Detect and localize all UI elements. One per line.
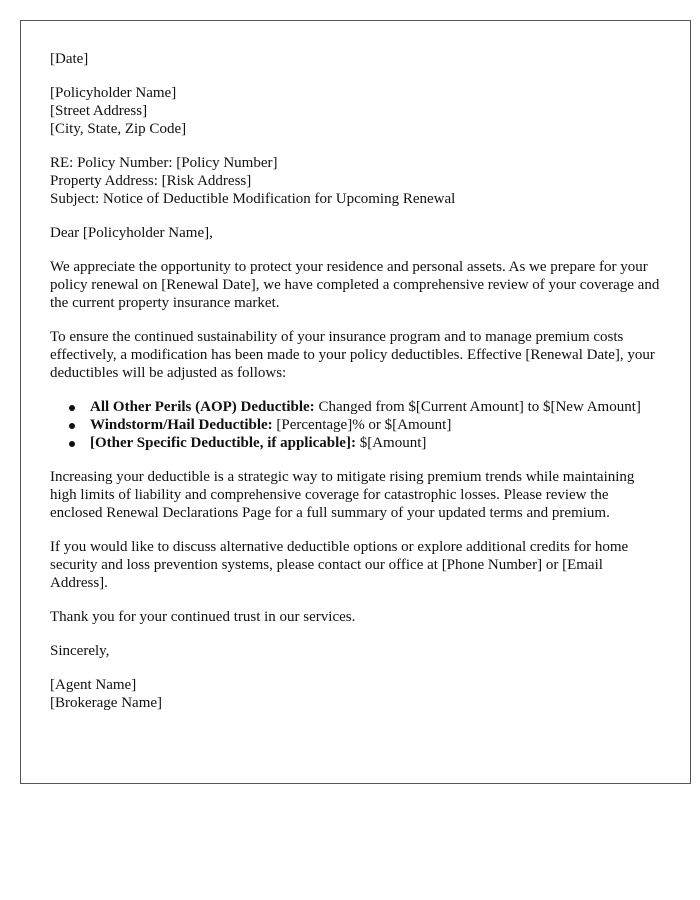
- property-reference: Property Address: [Risk Address]: [50, 173, 252, 189]
- modification-paragraph: To ensure the continued sustainability of your insurance program and to manage premium costs effectively, a modification has been made to your policy deductibles. Effective [Renewal Date], your deductibles will be adjusted as follows:: [50, 329, 655, 381]
- signature-block: [50, 676, 661, 712]
- date-text: [Date]: [50, 51, 89, 67]
- deductible-label: [Other Specific Deductible, if applicable]:: [90, 435, 356, 451]
- list-item: [90, 434, 661, 452]
- list-item: [90, 398, 661, 416]
- closing: Sincerely,: [50, 643, 110, 659]
- reference-block: [50, 154, 661, 208]
- deductible-detail: [Percentage]% or $[Amount]: [272, 417, 452, 433]
- deductible-list: [50, 398, 661, 452]
- recipient-city: [City, State, Zip Code]: [50, 121, 187, 137]
- agent-name: [Agent Name]: [50, 677, 137, 693]
- strategy-paragraph: Increasing your deductible is a strategic way to mitigate rising premium trends while maintaining high limits of liability and comprehensive coverage for catastrophic losses. Please review the enclosed Renewal Declarations Page for a full summary of your updated terms and premium.: [50, 469, 635, 521]
- thanks-paragraph: Thank you for your continued trust in our services.: [50, 609, 356, 625]
- subject-line: Subject: Notice of Deductible Modification for Upcoming Renewal: [50, 191, 456, 207]
- policy-reference: RE: Policy Number: [Policy Number]: [50, 155, 278, 171]
- contact-paragraph: If you would like to discuss alternative deductible options or explore additional credits for home security and loss prevention systems, please contact our office at [Phone Number] or [Email Address].: [50, 539, 629, 591]
- brokerage-name: [Brokerage Name]: [50, 695, 163, 711]
- deductible-detail: $[Amount]: [355, 435, 427, 451]
- list-item: [90, 416, 661, 434]
- salutation: Dear [Policyholder Name],: [50, 225, 213, 241]
- intro-paragraph: We appreciate the opportunity to protect your residence and personal assets. As we prepare for your policy renewal on [Renewal Date], we have completed a comprehensive review of your coverage and the current property insurance market.: [50, 259, 660, 311]
- recipient-address: [50, 84, 661, 138]
- letter-page: [20, 20, 691, 784]
- letter-date: [50, 50, 661, 68]
- deductible-label: All Other Perils (AOP) Deductible:: [90, 399, 315, 415]
- recipient-name: [Policyholder Name]: [50, 85, 177, 101]
- deductible-detail: Changed from $[Current Amount] to $[New Amount]: [314, 399, 641, 415]
- recipient-street: [Street Address]: [50, 103, 148, 119]
- deductible-label: Windstorm/Hail Deductible:: [90, 417, 273, 433]
